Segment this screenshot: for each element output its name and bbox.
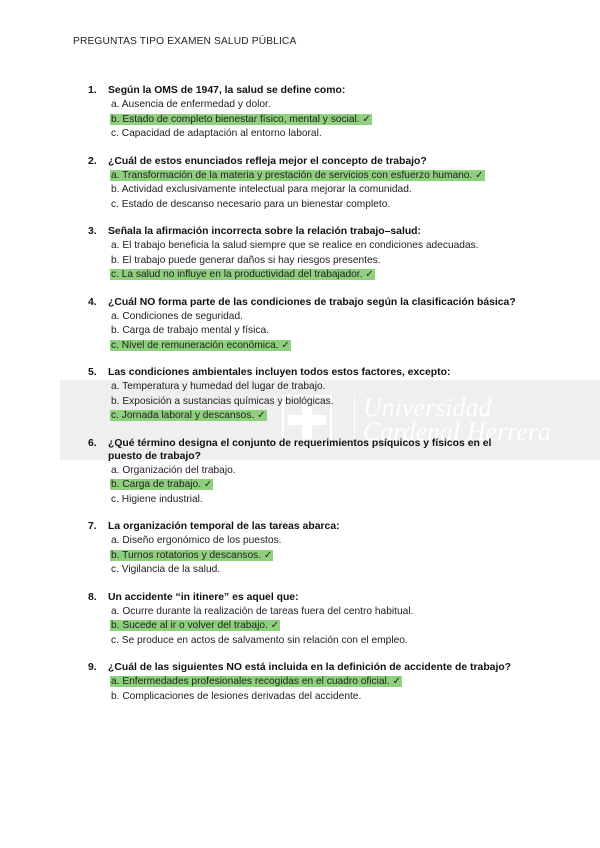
question-number: 7. <box>88 521 97 532</box>
answer-option <box>110 198 528 213</box>
option-text: a. Transformación de la materia y prestación de servicios con esfuerzo humano. ✓ <box>111 169 484 181</box>
option-text: b. El trabajo puede generar daños si hay riesgos presentes. <box>111 254 381 266</box>
question-text: La organización temporal de las tareas abarca: <box>108 521 340 532</box>
question-text: ¿Qué término designa el conjunto de requerimientos psíquicos y físicos en el puesto de trabajo? <box>108 437 492 462</box>
option-text: c. Se produce en actos de salvamento sin relación con el empleo. <box>111 634 408 646</box>
question-item <box>88 366 528 424</box>
answer-option <box>110 690 528 705</box>
question-item <box>88 84 528 142</box>
option-text: b. Estado de completo bienestar físico, mental y social. ✓ <box>111 113 371 125</box>
option-list <box>110 239 528 283</box>
watermark-line-2: Cardenal Herrera <box>363 417 552 446</box>
option-text: b. Complicaciones de lesiones derivadas del accidente. <box>111 690 362 702</box>
question-item <box>88 155 528 213</box>
correct-option <box>110 619 528 634</box>
option-text: a. El trabajo beneficia la salud siempre que se realice en condiciones adecuadas. <box>111 240 479 251</box>
question-text: Las condiciones ambientales incluyen todos estos factores, excepto: <box>108 367 451 378</box>
question-number: 3. <box>88 226 97 237</box>
question-heading <box>88 84 528 97</box>
option-text: a. Diseño ergonómico de los puestos. <box>111 535 282 546</box>
question-heading <box>88 591 528 604</box>
page-header: PREGUNTAS TIPO EXAMEN SALUD PÚBLICA <box>73 36 297 47</box>
question-number: 1. <box>88 85 97 96</box>
option-list <box>110 605 528 649</box>
question-text: ¿Cuál de estos enunciados refleja mejor el concepto de trabajo? <box>108 155 427 167</box>
answer-option <box>110 605 528 620</box>
question-text: ¿Cuál de las siguientes NO está incluida en la definición de accidente de trabajo? <box>108 662 512 673</box>
option-text: b. Actividad exclusivamente intelectual para mejorar la comunidad. <box>111 184 412 195</box>
option-text: a. Enfermedades profesionales recogidas en el cuadro oficial. ✓ <box>111 676 401 687</box>
correct-option <box>110 409 528 424</box>
answer-option <box>110 127 528 142</box>
answer-option <box>110 395 528 410</box>
option-text: b. Carga de trabajo mental y física. <box>111 325 269 336</box>
option-text: a. Organización del trabajo. <box>111 464 236 476</box>
option-text: c. Estado de descanso necesario para un bienestar completo. <box>111 198 391 210</box>
answer-option <box>110 98 528 113</box>
answer-option <box>110 183 528 198</box>
question-item <box>88 437 528 508</box>
option-text: a. Temperatura y humedad del lugar de trabajo. <box>111 381 326 392</box>
answer-option <box>110 239 528 254</box>
answer-option <box>110 563 528 578</box>
correct-option <box>110 549 528 564</box>
answer-option <box>110 310 528 325</box>
correct-option <box>110 113 528 128</box>
correct-option <box>110 478 528 493</box>
correct-option <box>110 339 528 354</box>
option-text: a. Ausencia de enfermedad y dolor. <box>111 99 271 110</box>
answer-option <box>110 634 528 649</box>
question-list <box>88 84 528 717</box>
option-list <box>110 310 528 354</box>
question-number: 4. <box>88 296 97 308</box>
option-text: c. Nivel de remuneración económica. ✓ <box>111 339 290 351</box>
question-text: Según la OMS de 1947, la salud se define como: <box>108 85 346 96</box>
option-text: a. Ocurre durante la realización de tareas fuera del centro habitual. <box>111 605 414 617</box>
question-number: 8. <box>88 591 97 603</box>
option-list <box>110 534 528 578</box>
option-text: c. Capacidad de adaptación al entorno laboral. <box>111 128 322 139</box>
answer-option <box>110 324 528 339</box>
question-heading <box>88 661 528 674</box>
option-text: b. Sucede al ir o volver del trabajo. ✓ <box>111 620 280 631</box>
option-text: c. La salud no influye en la productividad del trabajador. ✓ <box>111 269 374 280</box>
option-text: b. Carga de trabajo. ✓ <box>111 479 213 490</box>
option-text: c. Jornada laboral y descansos. ✓ <box>111 410 266 421</box>
question-number: 2. <box>88 155 97 167</box>
question-heading <box>88 225 528 238</box>
option-text: a. Condiciones de seguridad. <box>111 310 243 322</box>
question-heading <box>88 366 528 379</box>
question-text: Un accidente “in itinere” es aquel que: <box>108 591 299 603</box>
question-text: ¿Cuál NO forma parte de las condiciones de trabajo según la clasificación básica? <box>108 296 516 308</box>
question-heading <box>88 437 528 463</box>
question-item <box>88 225 528 283</box>
question-heading <box>88 296 528 309</box>
question-number: 9. <box>88 662 97 673</box>
question-number: 5. <box>88 367 97 378</box>
question-item <box>88 661 528 704</box>
correct-option <box>110 268 528 283</box>
question-number: 6. <box>88 437 97 449</box>
answer-option <box>110 380 528 395</box>
question-text: Señala la afirmación incorrecta sobre la relación trabajo–salud: <box>108 226 421 237</box>
option-list <box>110 675 528 704</box>
question-item <box>88 591 528 649</box>
correct-option <box>110 169 528 184</box>
option-list <box>110 380 528 424</box>
question-heading <box>88 520 528 533</box>
answer-option <box>110 254 528 269</box>
question-item <box>88 296 528 354</box>
option-text: b. Exposición a sustancias químicas y biológicas. <box>111 395 334 407</box>
option-text: b. Turnos rotatorios y descansos. ✓ <box>111 549 273 561</box>
answer-option <box>110 464 528 479</box>
option-list <box>110 98 528 142</box>
question-heading <box>88 155 528 168</box>
answer-option <box>110 534 528 549</box>
option-list <box>110 169 528 213</box>
question-item <box>88 520 528 578</box>
answer-option <box>110 493 528 508</box>
option-text: c. Higiene industrial. <box>111 493 203 505</box>
option-text: c. Vigilancia de la salud. <box>111 564 221 575</box>
option-list <box>110 464 528 508</box>
correct-option <box>110 675 528 690</box>
watermark-line-1: Universidad <box>363 393 492 422</box>
